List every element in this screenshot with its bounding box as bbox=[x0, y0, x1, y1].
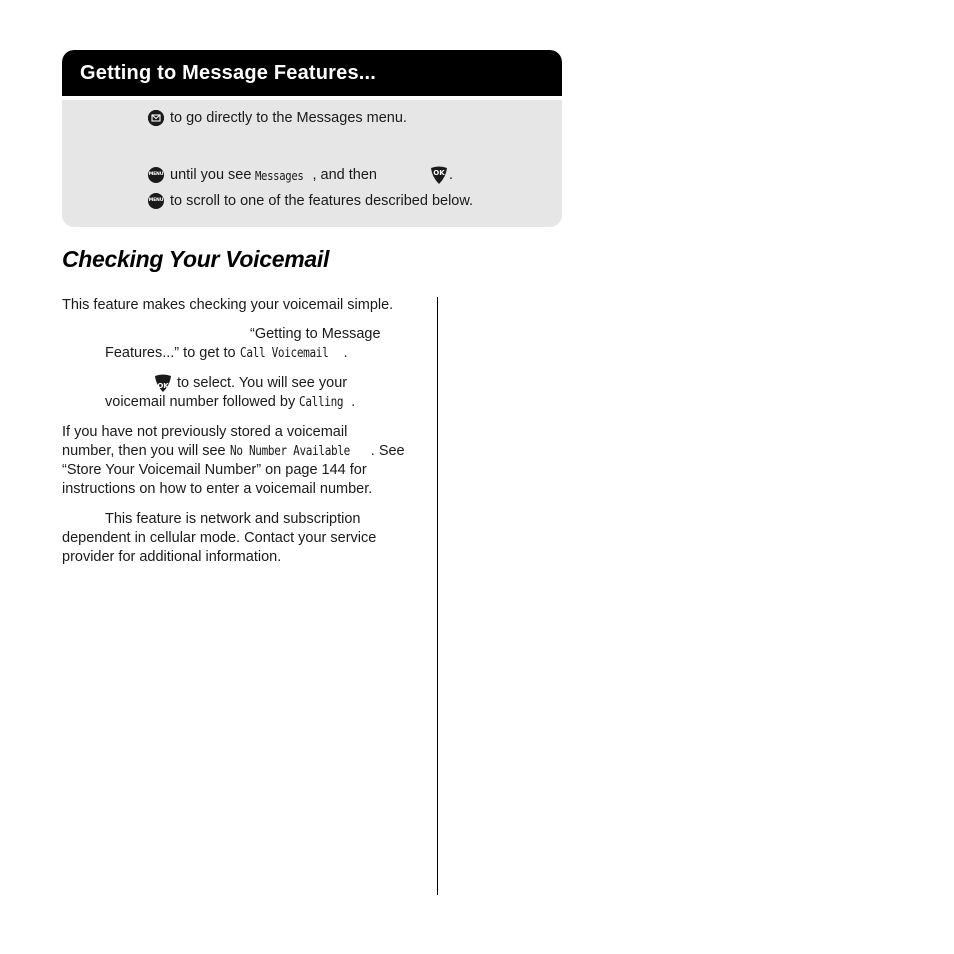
note-line-2 bbox=[62, 442, 405, 461]
note-line-2-pre: number, then you will see bbox=[62, 443, 226, 459]
step-2-line-1 bbox=[153, 373, 347, 393]
network-note-rest bbox=[62, 529, 376, 567]
section-heading: Checking Your Voicemail bbox=[62, 246, 330, 272]
step-1-line-2 bbox=[105, 344, 348, 363]
display-no-number-available: No Number Available bbox=[229, 444, 350, 459]
step-2-text-pre: until you see bbox=[170, 167, 252, 183]
feature-box-title: Getting to Message Features... bbox=[80, 62, 377, 84]
menu-key-label: MENU bbox=[148, 198, 164, 203]
menu-key-label: MENU bbox=[148, 172, 164, 177]
network-note-line-2: dependent in cellular mode. Contact your service bbox=[62, 530, 377, 546]
note-line-2-post: . See bbox=[370, 443, 405, 459]
ok-key-label: OK bbox=[433, 169, 445, 177]
feature-box-header bbox=[62, 50, 562, 96]
step-1-line-1: “Getting to Message bbox=[250, 326, 381, 342]
note-line-1: If you have not previously stored a voicemail bbox=[62, 424, 348, 440]
step-2-line-1-text: to select. You will see your bbox=[177, 374, 348, 391]
step-messages-key bbox=[148, 110, 407, 126]
step-2-line-2 bbox=[105, 393, 355, 412]
step-1-line-2-pre: Features...” to get to bbox=[105, 345, 236, 361]
step-1-text: to go directly to the Messages menu. bbox=[170, 110, 407, 126]
intro-paragraph: This feature makes checking your voicemail simple. bbox=[62, 297, 394, 313]
feature-access-box bbox=[62, 50, 562, 227]
step-3-text: to scroll to one of the features described below. bbox=[170, 193, 474, 209]
ok-key-icon bbox=[429, 165, 449, 185]
display-calling: Calling bbox=[299, 395, 344, 410]
menu-key-icon bbox=[148, 167, 164, 183]
step-scroll-features bbox=[148, 193, 473, 209]
network-note-line-3: provider for additional information. bbox=[62, 549, 282, 565]
step-scroll-to-messages bbox=[148, 165, 453, 185]
note-line-3: “Store Your Voicemail Number” on page 144 for bbox=[62, 462, 367, 478]
step-2-text-post: , and then bbox=[312, 167, 377, 183]
step-1-line-2-post: . bbox=[343, 345, 348, 361]
step-2-line-2-pre: voicemail number followed by bbox=[105, 394, 296, 410]
note-line-4: instructions on how to enter a voicemail number. bbox=[62, 481, 373, 497]
menu-key-icon bbox=[148, 193, 164, 209]
network-note-line-1: This feature is network and subscription bbox=[105, 511, 361, 527]
message-key-icon bbox=[148, 110, 164, 126]
step-2-line-2-post: . bbox=[351, 394, 356, 410]
header-divider bbox=[62, 96, 562, 100]
ok-key-icon bbox=[153, 373, 173, 393]
ok-key-label: OK bbox=[157, 382, 169, 390]
display-messages: Messages bbox=[255, 167, 304, 183]
no-number-note bbox=[62, 423, 405, 499]
column-divider bbox=[437, 297, 438, 895]
step-2-text-end: . bbox=[448, 167, 453, 183]
display-call-voicemail: Call Voicemail bbox=[239, 346, 328, 361]
